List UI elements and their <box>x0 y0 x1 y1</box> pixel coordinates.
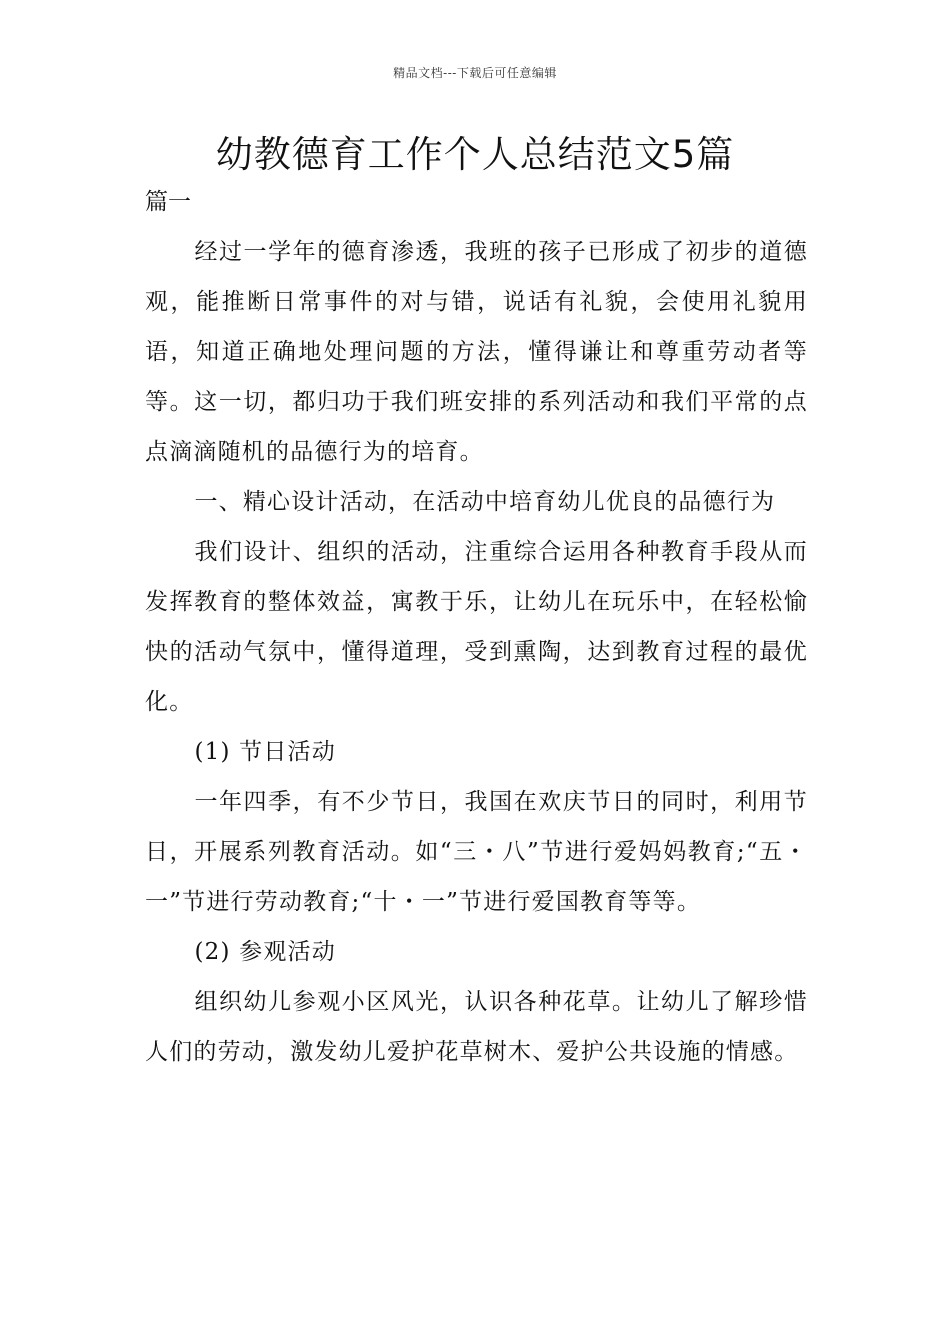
paragraph-activities: 我们设计、组织的活动，注重综合运用各种教育手段从而发挥教育的整体效益，寓教于乐，让幼儿在玩乐中，在轻松愉快的活动气氛中，懂得道理，受到熏陶，达到教育过程的最优化。 <box>145 539 808 715</box>
document-title: 幼教德育工作个人总结范文5篇 <box>215 133 735 176</box>
heading-design-activities: 一、精心设计活动，在活动中培育幼儿优良的品德行为 <box>194 489 776 515</box>
subheading-visit-activities: (2) 参观活动 <box>194 939 336 965</box>
subheading-festival-activities: (1) 节日活动 <box>194 739 336 765</box>
body-text <box>145 227 808 1077</box>
paragraph-festivals: 一年四季，有不少节日，我国在欢庆节日的同时，利用节日，开展系列教育活动。如“三・八”节进行爱妈妈教育;“五・一”节进行劳动教育;“十・一”节进行爱国教育等等。 <box>145 789 808 915</box>
header-note: 精品文档---下载后可任意编辑 <box>393 66 557 80</box>
paragraph-visits: 组织幼儿参观小区风光，认识各种花草。让幼儿了解珍惜人们的劳动，激发幼儿爱护花草树木、爱护公共设施的情感。 <box>145 989 808 1065</box>
paragraph-intro: 经过一学年的德育渗透，我班的孩子已形成了初步的道德观，能推断日常事件的对与错，说话有礼貌，会使用礼貌用语，知道正确地处理问题的方法，懂得谦让和尊重劳动者等等。这一切，都归功于我们班安排的系列活动和我们平常的点点滴滴随机的品德行为的培育。 <box>145 239 808 465</box>
section-label: 篇一 <box>145 189 191 215</box>
